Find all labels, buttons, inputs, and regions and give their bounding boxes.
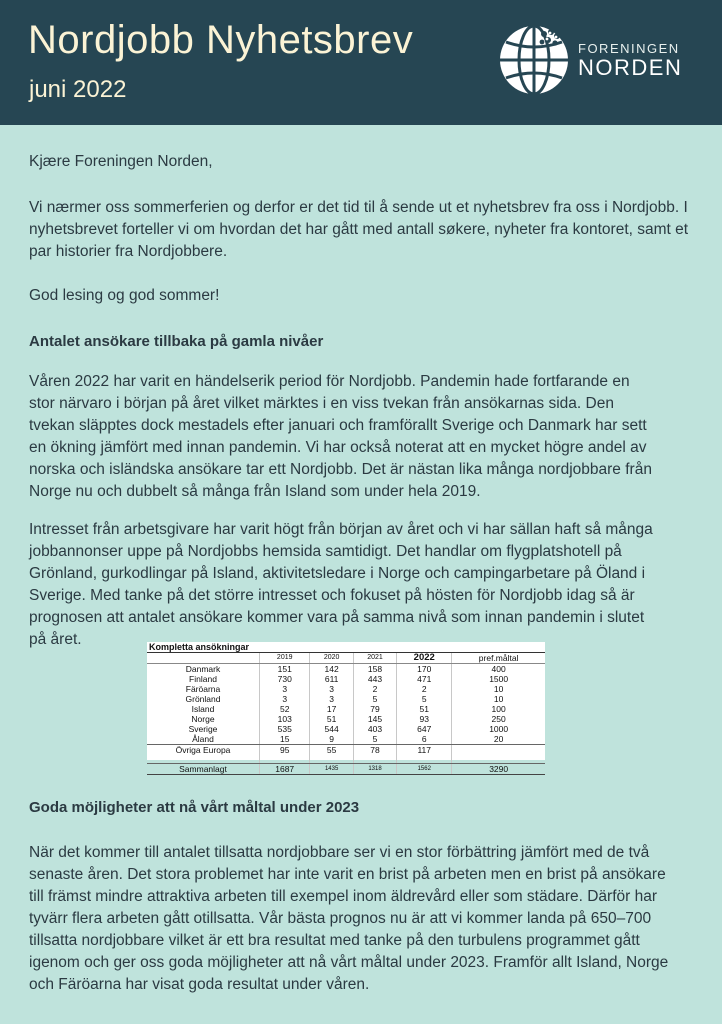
table-cell: 2 [353, 684, 396, 694]
table-row [147, 714, 545, 724]
table-cell: 9 [310, 734, 353, 745]
table-title-row [147, 642, 545, 653]
table-total-cell: 1435 [310, 764, 353, 775]
globe-logo-icon [498, 24, 570, 96]
table-header-row [147, 653, 545, 664]
table-empty-cell [452, 755, 545, 764]
table-cell: 151 [260, 664, 310, 675]
table-cell: 400 [452, 664, 545, 675]
table-cell: 142 [310, 664, 353, 675]
table-cell: 730 [260, 674, 310, 684]
table-cell: 1000 [452, 724, 545, 734]
foreningen-norden-logo [498, 24, 682, 96]
table-cell: 20 [452, 734, 545, 745]
table-cell: 170 [397, 664, 452, 675]
table-cell: 6 [397, 734, 452, 745]
table-header-cell: 2020 [310, 653, 353, 664]
table-cell: 10 [452, 694, 545, 704]
table-cell: 5 [397, 694, 452, 704]
table-row-label: Norge [191, 714, 215, 724]
table-row [147, 724, 545, 734]
table-cell: 117 [397, 745, 452, 756]
greeting: Kjære Foreningen Norden, [29, 153, 213, 170]
table-row-label: Finland [189, 674, 217, 684]
table-cell: 17 [310, 704, 353, 714]
table-cell: 535 [260, 724, 310, 734]
table-cell: 15 [260, 734, 310, 745]
table-total-cell: 1687 [260, 764, 310, 775]
table-cell: 611 [310, 674, 353, 684]
table-header-cell: 2022 [397, 653, 452, 664]
applications-table [147, 642, 545, 775]
table-cell: 158 [353, 664, 396, 675]
table-cell: 3 [310, 694, 353, 704]
table-cell: 544 [310, 724, 353, 734]
section-heading-applicants: Antalet ansökare tillbaka på gamla nivåer [29, 333, 324, 350]
table-cell: 471 [397, 674, 452, 684]
table-cell: 100 [452, 704, 545, 714]
table-cell: 250 [452, 714, 545, 724]
table-empty-cell [310, 755, 353, 764]
logo-text-foreningen: FORENINGEN [578, 40, 680, 56]
table-total-cell: 1562 [397, 764, 452, 775]
closing-line: God lesing og god sommer! [29, 287, 220, 304]
table-spacer-row [147, 755, 545, 764]
table-row-label: Sverige [188, 724, 218, 734]
table-cell [452, 745, 545, 756]
table-cell: 443 [353, 674, 396, 684]
table-cell: 103 [260, 714, 310, 724]
newsletter-date: juni 2022 [29, 76, 127, 103]
table-header-cell [147, 653, 260, 664]
table-cell: 5 [353, 694, 396, 704]
applications-table-image [147, 642, 545, 774]
table-cell: 1500 [452, 674, 545, 684]
table-cell: 52 [260, 704, 310, 714]
table-row-label: Åland [147, 734, 260, 745]
table-cell: 403 [353, 724, 396, 734]
table-cell: 5 [353, 734, 396, 745]
table-row [147, 694, 545, 704]
header-banner [0, 0, 722, 125]
table-cell: 51 [397, 704, 452, 714]
table-row-label: Grönland [185, 694, 221, 704]
section-heading-goals: Goda möjligheter att nå vårt måltal under 2023 [29, 799, 360, 816]
table-total-cell: 1318 [353, 764, 396, 775]
table-cell: 51 [310, 714, 353, 724]
table-cell: 78 [353, 745, 396, 756]
table-total-cell: 3290 [452, 764, 545, 775]
table-cell: 647 [397, 724, 452, 734]
section2-paragraph: När det kommer till antalet tillsatta nordjobbare ser vi en stor förbättring jämfört med de två senaste åren. Det stora problemet har inte varit en brist på arbeten men en brist på ansökare till främst mindre attraktiva arbeten till exempel inom äldrevård eller som städare. Därför har tyvärr flera arbeten gått otillsatta. Vår bästa prognos nu är att vi kommer landa på 650–700 tillsatta nordjobbare vilket är ett bra resultat med tanke på den turbulens programmet gått igenom och ger oss goda möjligheter att nå vårt måltal under 2023. Framför allt Island, Norge och Färöarna har visat goda resultat under våren. [29, 844, 669, 993]
table-empty-cell [147, 755, 260, 764]
table-row [147, 664, 545, 675]
table-header-cell: 2021 [353, 653, 396, 664]
table-cell: 79 [353, 704, 396, 714]
table-cell: 145 [353, 714, 396, 724]
table-row-label: Övriga Europa [175, 745, 231, 755]
table-row [147, 745, 545, 756]
table-total-row [147, 764, 545, 775]
table-row [147, 704, 545, 714]
table-title: Kompletta ansökningar [147, 642, 545, 653]
table-cell: 2 [397, 684, 452, 694]
section1-paragraph-2: Intresset från arbetsgivare har varit högt från början av året och vi har sällan haft så många jobbannonser uppe på Nordjobbs hemsida samtidigt. Det handlar om flygplatshotell på Grönland, gurkodlingar på Island, aktivitetsledare i Norge och campingarbetare på Öland i Sverige. Med tanke på det större intresset och fokuset på hösten för Nordjobb idag så är prognosen att antalet ansökare kommer vara på samma nivå som innan pandemin i slutet på året. [29, 521, 653, 648]
table-empty-cell [260, 755, 310, 764]
newsletter-title: Nordjobb Nyhetsbrev [28, 18, 414, 62]
table-row-label: Färöarna [185, 684, 221, 694]
table-row [147, 734, 545, 745]
table-header-cell: pref.måltal [452, 653, 545, 664]
table-cell: 93 [397, 714, 452, 724]
section1-paragraph-1: Våren 2022 har varit en händelserik period för Nordjobb. Pandemin hade fortfarande en stor närvaro i början på året vilket märktes i en viss tvekan från ansökarnas sida. Den tvekan släpptes dock mestadels efter januari och framförallt Sverige och Danmark har sett en ökning jämfört med innan pandemin. Vi har också noterat att en mycket högre andel av norska och isländska ansökare tar ett Nordjobb. Det är nästan lika många nordjobbare från Norge nu och dubbelt så många från Island som under hela 2019. [29, 373, 652, 500]
logo-text-norden: NORDEN [578, 54, 683, 80]
table-header-cell: 2019 [260, 653, 310, 664]
table-cell: 3 [310, 684, 353, 694]
table-cell: 95 [260, 745, 310, 756]
table-cell: 10 [452, 684, 545, 694]
table-row-label: Island [191, 704, 215, 714]
table-empty-cell [353, 755, 396, 764]
table-cell: 3 [260, 684, 310, 694]
intro-paragraph: Vi nærmer oss sommerferien og derfor er det tid til å sende ut et nyhetsbrev fra oss i Nordjobb. I nyhetsbrevet forteller vi om hvordan det har gått med antall søkere, nyheter fra kontoret, samt et par historier fra Nordjobbere. [29, 199, 689, 260]
table-cell: 55 [310, 745, 353, 756]
table-row [147, 674, 545, 684]
table-row-label: Danmark [185, 664, 221, 674]
table-cell: 3 [260, 694, 310, 704]
table-row [147, 684, 545, 694]
table-empty-cell [397, 755, 452, 764]
table-total-label: Sammanlagt [147, 764, 260, 775]
